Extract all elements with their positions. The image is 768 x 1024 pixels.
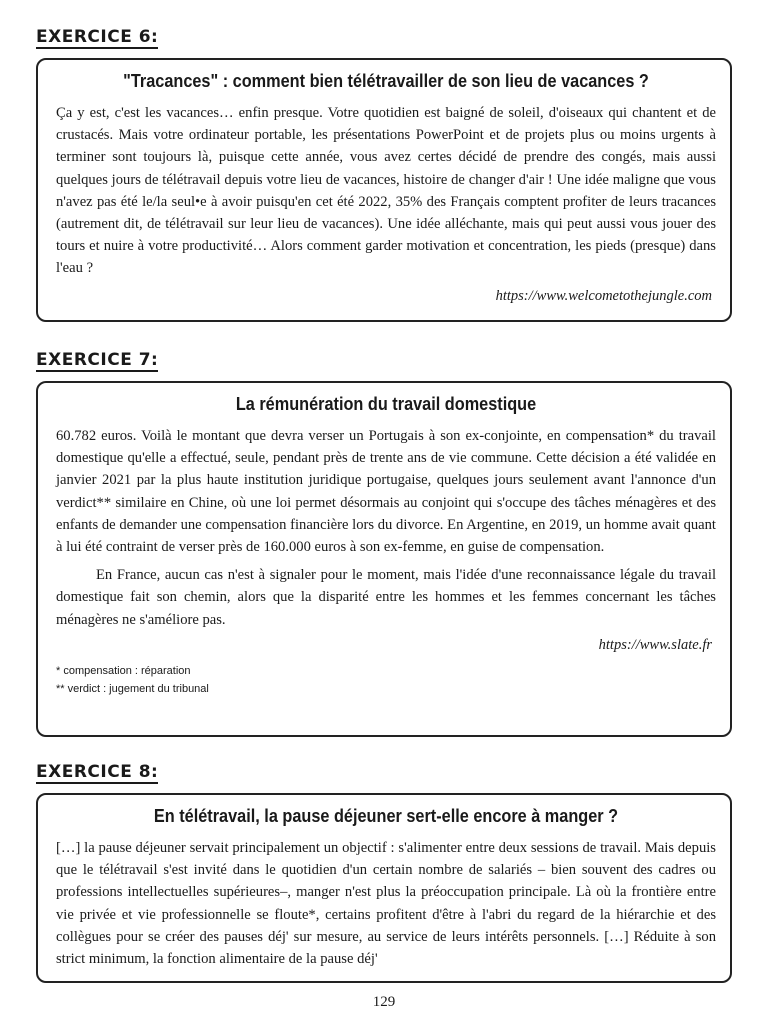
exercise-6-text: Ça y est, c'est les vacances… enfin presque. Votre quotidien est baigné de soleil, d'oiseaux qui chantent et de crustacés. Mais votre ordinateur portable, les présentations PowerPoint et de projets plus ou moins urgents à terminer sont toujours là, puisque cette année, vous avez certes décidé de prendre des congés, mais aussi quelques jours de télétravail depuis votre lieu de vacances, histoire de changer d'air ! Une idée maligne que vous n'avez pas été le/la seul•e à avoir puisqu'en cet été 2022, 35% des Français comptent profiter de leurs tracances (autrement dit, de télétravail sur leur lieu de vacances). Une idée alléchante, mais qui peut aussi vous jouer des tours et nuire à votre productivité… Alors comment garder motivation et concentration, les pieds (presque) dans l'eau ? (56, 105, 716, 277)
footnote-compensation: * compensation : réparation (56, 664, 191, 677)
exercise-6-box (36, 58, 732, 322)
exercise-8-title: En télétravail, la pause déjeuner sert-elle encore à manger ? (153, 805, 619, 826)
footnote-verdict: ** verdict : jugement du tribunal (56, 682, 209, 695)
exercise-7-heading: EXERCICE 7: (36, 350, 159, 370)
exercise-6-heading: EXERCICE 6: (36, 27, 159, 47)
exercise-8-heading: EXERCICE 8: (36, 762, 159, 782)
exercise-7-box (36, 381, 732, 737)
exercise-8-text: […] la pause déjeuner servait principalement un objectif : s'alimenter entre deux sessions de travail. Mais depuis que le télétravail s'est invité dans le quotidien d'un certain nombre de salariés – bien souvent des cadres ou professions intellectuelles supérieures–, manger n'est plus la préoccupation principale. Là où la frontière entre vie privée et vie professionnelle se floute*, certains profitent d'être à l'abri du regard de la hiérarchie et des collègues pour se créer des pauses déj' sur mesure, au service de leurs intérêts personnels. […] Réduite à son strict minimum, la fonction alimentaire de la pause déj' (56, 840, 716, 968)
exercise-7-footnotes (56, 662, 716, 698)
exercise-6-title: "Tracances" : comment bien télétravailler de son lieu de vacances ? (123, 70, 649, 91)
exercise-7-text-1: 60.782 euros. Voilà le montant que devra verser un Portugais à son ex-conjointe, en compensation* du travail domestique qu'elle a effectué, seule, pendant près de trente ans de vie commune. Cette décision a été validée en janvier 2021 par la plus haute institution juridique portugaise, quelques jours seulement avant l'annonce d'un verdict** similaire en Chine, où une loi permet désormais au conjoint qui s'occupe des tâches ménagères et des enfants de demander une compensation financière lors du divorce. En Argentine, en 2019, un homme avait quant à lui été contraint de verser près de 160.000 euros à son ex-femme, en guise de compensation. (56, 428, 716, 556)
exercise-7-text-2: En France, aucun cas n'est à signaler pour le moment, mais l'idée d'une reconnaissance légale du travail domestique fait son chemin, alors que la disparité entre les hommes et les femmes concernant les tâches ménagères ne s'améliore pas. (56, 567, 716, 628)
page-number: 129 (372, 994, 396, 1010)
exercise-8-box (36, 793, 732, 983)
exercise-6-source: https://www.welcometothejungle.com (495, 287, 712, 304)
exercise-7-title: La rémunération du travail domestique (235, 393, 537, 414)
exercise-7-source: https://www.slate.fr (598, 636, 712, 653)
